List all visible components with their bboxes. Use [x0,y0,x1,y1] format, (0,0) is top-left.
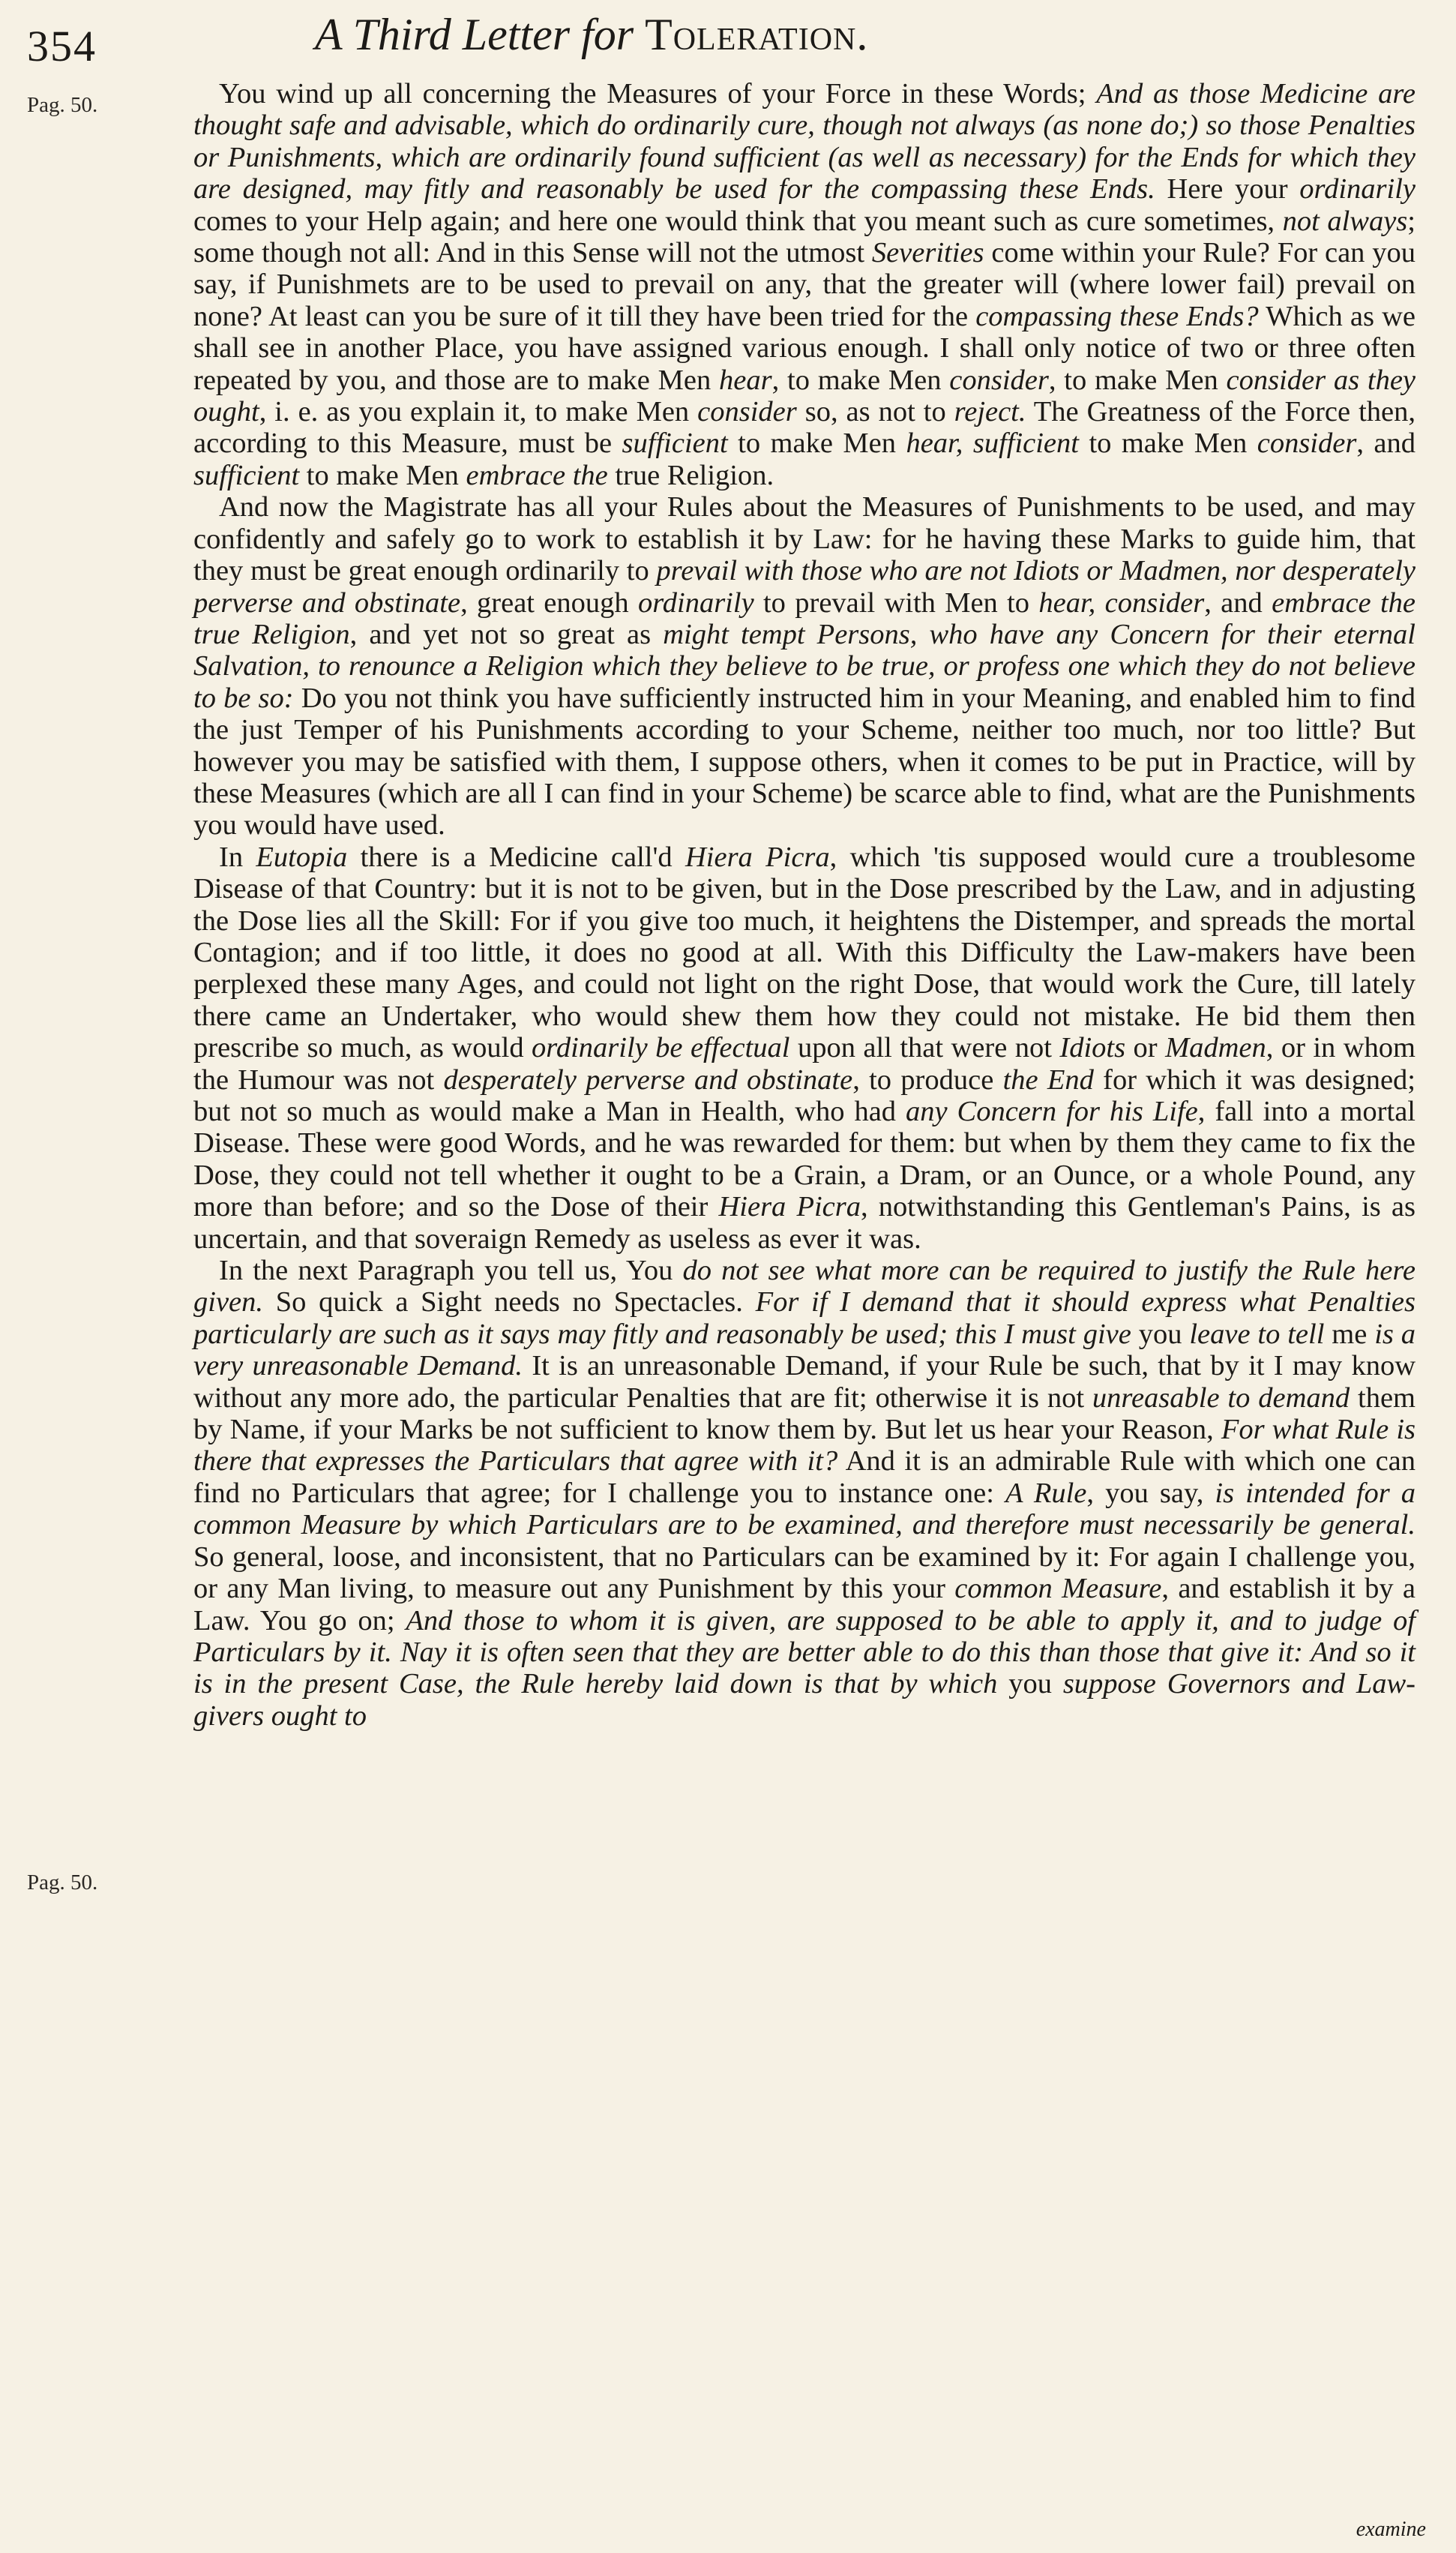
italic-run: consider [1257,428,1357,460]
italic-run: ordinarily [1299,173,1416,206]
italic-run: And those to whom it is given, are supposed to be able to apply it, and to judge of Particulars by it. Nay it is often seen that they are better able to do this than those that give it: And so it is in the present Case, the Rule hereby laid down is that by which [193,1604,1416,1700]
italic-run: sufficient [193,459,300,491]
text-run: , and yet not so great as [349,618,664,650]
italic-run: desperately perverse and obstinate [443,1064,853,1096]
text-run: upon all that were not [789,1032,1060,1064]
text-run: , great enough [460,586,638,619]
text-run: true Religion. [607,459,774,491]
text-run: You wind up all concerning the Measures of your Force in these Words; [219,78,1097,110]
italic-run: A Rule [1005,1477,1087,1509]
text-run: them by Name, if your Marks be not sufficient to know them by. But let us hear your Reason, [193,1382,1416,1446]
text-run: to prevail with Men to [753,586,1039,619]
text-run: there is a Medicine call'd [347,841,685,873]
text-run: me [1324,1318,1375,1350]
italic-run: leave to tell [1189,1318,1325,1350]
italic-run: ordinarily [637,586,754,619]
running-title-caps: Toleration. [645,10,869,59]
italic-run: Idiots [1059,1032,1126,1064]
italic-run: embrace the [466,459,608,491]
text-run: , fall into a mortal Disease. These were good Words, and he was rewarded for them: but when by them they came to fix the Dose, they could not tell whether it ought to be a Grain, a Dram, or an Ounce, or a whole Pound, any more than before; and so the Dose of their [193,1096,1416,1223]
italic-run: hear, consider [1038,586,1205,619]
text-run: you [1131,1318,1190,1350]
catchword: examine [1356,2518,1426,2541]
page-number: 354 [27,22,97,70]
margin-note: Pag. 50. [27,1870,98,1894]
text-run: so, as not to [796,396,954,428]
text-run: comes to your Help again; and here one would think that you meant such as cure sometimes, [193,205,1283,237]
text-run: The Greatness of the Force then, according to this Measure, must be [193,396,1416,460]
text-run: , and establish it by a Law. You go on; [193,1573,1416,1636]
italic-run: Severities [871,237,984,269]
italic-run: For if I demand that it should express what Penalties particularly are such as it says may fitly and reasonably be used; this I must give [193,1286,1416,1350]
text-run: for which it was designed; but not so much as would make a Man in Health, who had [193,1064,1416,1127]
text-run: So quick a Sight needs no Spectacles. [263,1286,756,1318]
text-run: to make Men [1078,428,1257,460]
text-run: , which 'tis supposed would cure a troublesome Disease of that Country: but it is not to be given, but in the Dose prescribed by the Law, and in adjusting the Dose lies all the Skill: For if you give too much, it heightens the Distemper, and spreads the mortal Contagion; and if too little, it does no good at all. With this Difficulty the Law-makers have been perplexed these many Ages, and could not light on the right Dose, that would work the Cure, till lately there came an Undertaker, who would shew them how they could not mistake. He bid them then prescribe so much, as would [193,841,1416,1064]
text-run: come within your Rule? For can you say, if Punishmets are to be used to prevail on any, that the greater will (where lower fail) prevail on none? At least can you be sure of it till they have been tried for the [193,237,1416,332]
italic-run: not always [1282,205,1408,237]
italic-run: compassing these Ends? [975,300,1259,332]
italic-run: ordinarily be effectual [532,1032,790,1064]
paragraph [193,491,1416,841]
text-run: In the next Paragraph you tell us, You [219,1255,683,1287]
running-head [0,9,1456,61]
text-run: ; some though not all: And in this Sense will not the utmost [193,205,1416,269]
italic-run: prevail with those who are not Idiots or Madmen, nor desperately perverse and obstinate [193,555,1416,619]
paragraph [193,842,1416,1255]
italic-run: common Measure [954,1573,1162,1605]
text-run: , to produce [852,1064,1003,1096]
text-run: to make Men [299,459,466,491]
text-run: to make Men [727,428,906,460]
italic-run: embrace the true Religion [193,586,1416,650]
margin-note: Pag. 50. [27,93,98,117]
italic-run: consider [949,364,1049,396]
text-run: Here your [1155,173,1300,206]
italic-run: Hiera Picra [685,841,830,873]
text-run: , you say, [1086,1477,1215,1509]
italic-run: For what Rule is there that expresses the Particulars that agree with it? [193,1414,1416,1478]
header-rule [187,72,1426,73]
text-run: , and [1204,586,1272,619]
italic-run: do not see what more can be required to justify the Rule here given. [193,1255,1416,1318]
text-run: , to make Men [1048,364,1227,396]
italic-run: consider as they ought [193,364,1416,428]
italic-run: unreasable to demand [1092,1382,1350,1414]
text-run: Do you not think you have sufficiently instructed him in your Meaning, and enabled him to find the just Temper of his Punishments according to your Scheme, neither too much, nor too little? But however you may be satisfied with them, I suppose others, when it comes to be put in Practice, will by these Measures (which are all I can find in your Scheme) be scarce able to find, what are the Punishments you would have used. [193,682,1416,842]
italic-run: Madmen [1165,1032,1266,1064]
text-run: , or in whom the Humour was not [193,1032,1416,1096]
italic-run: Hiera Picra [718,1191,861,1223]
italic-run: hear, sufficient [906,428,1079,460]
italic-run: any Concern for his Life [906,1096,1198,1127]
text-run: And it is an admirable Rule with which one can find no Particulars that agree; for I challenge you to instance one: [193,1445,1416,1509]
italic-run: suppose Governors and Law-givers ought to [193,1668,1416,1732]
text-run: , and [1356,428,1416,460]
text-run: Which as we shall see in another Place, you have assigned various enough. I shall only notice of two or three often repeated by you, and those are to make Men [193,300,1416,396]
italic-run: hear [719,364,772,396]
italic-run: reject. [954,396,1026,428]
text-run: It is an unreasonable Demand, if your Rule be such, that by it I may know without any more ado, the particular Penalties that are fit; otherwise it is not [193,1350,1416,1414]
italic-run: Eutopia [256,841,348,873]
body-text [193,78,1416,1732]
italic-run: consider [697,396,797,428]
text-run: , to make Men [771,364,950,396]
text-run: So general, loose, and inconsistent, that no Particulars can be examined by it: For again I challenge you, or any Man living, to measure out any Punishment by this your [193,1540,1416,1605]
paragraph [193,78,1416,491]
italic-run: is intended for a common Measure by which Particulars are to be examined, and therefore must necessarily be general. [193,1477,1416,1541]
italic-run: the End [1002,1064,1094,1096]
running-title-italic: A Third Letter for [315,10,646,59]
text-run: , notwithstanding this Gentleman's Pains, is as uncertain, and that soveraign Remedy as useless as ever it was. [193,1191,1416,1255]
italic-run: might tempt Persons, who have any Concern for their eternal Salvation, to renounce a Religion which they believe to be true, or profess one which they do not believe to be so: [193,618,1416,714]
text-run: or [1125,1032,1166,1064]
text-run: you [997,1668,1063,1700]
paragraph [193,1255,1416,1732]
italic-run: sufficient [622,428,728,460]
italic-run: is a very unreasonable Demand. [193,1318,1416,1382]
italic-run: And as those Medicine are thought safe and advisable, which do ordinarily cure, though not always (as none do;) so those Penalties or Punishments, which are ordinarily found sufficient (as well as necessary) for the Ends for which they are designed, may fitly and reasonably be used for the compassing these Ends. [193,78,1416,206]
text-run: And now the Magistrate has all your Rules about the Measures of Punishments to be used, and may confidently and safely go to work to establish it by Law: for he having these Marks to guide him, that they must be great enough ordinarily to [193,491,1416,587]
text-run: In [219,841,256,873]
text-run: , i. e. as you explain it, to make Men [259,396,698,428]
